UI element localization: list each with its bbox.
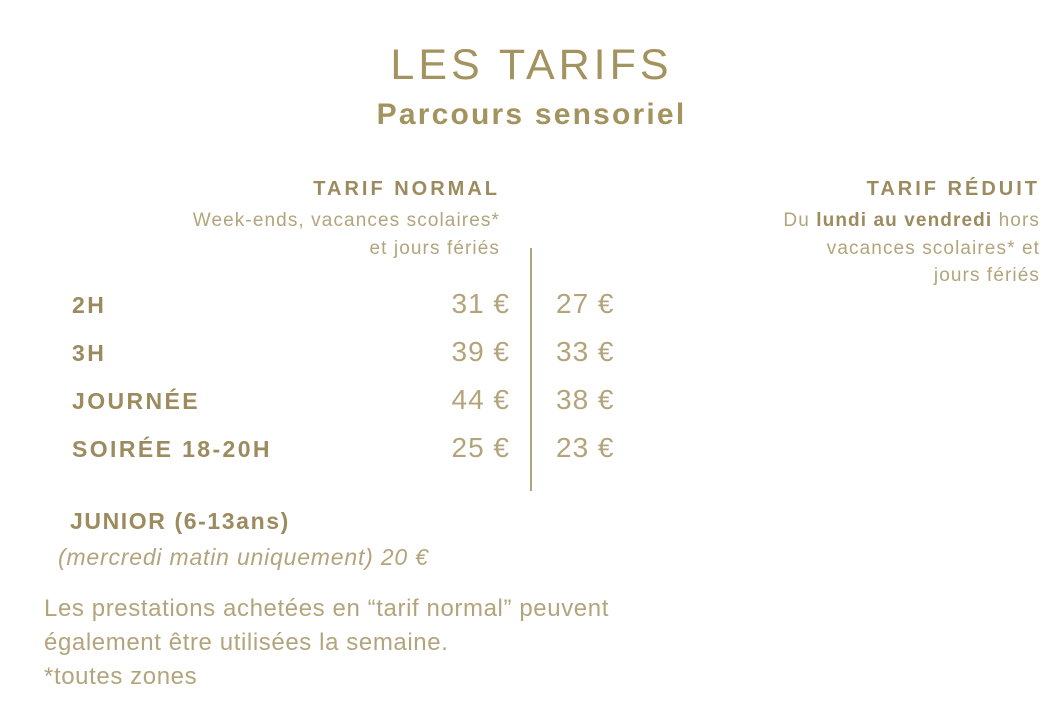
row-label: SOIRÉE 18-20H — [72, 436, 272, 462]
row-label: JOURNÉE — [72, 388, 200, 414]
column-desc-reduit-bold: lundi au vendredi — [816, 210, 993, 232]
column-heading-reduit — [548, 178, 1048, 290]
footnote-line-2: également être utilisées la semaine. — [44, 629, 449, 657]
row-price-reduit: 33 € — [556, 336, 615, 367]
header — [0, 0, 1063, 133]
row-price-normal: 25 € — [451, 432, 510, 463]
column-desc-normal — [0, 207, 500, 262]
footnote-line-1: Les prestations achetées en “tarif normal” peuvent — [44, 595, 609, 622]
table-row — [0, 432, 1063, 484]
row-price-reduit: 27 € — [556, 288, 615, 319]
table-row — [0, 336, 1063, 388]
row-price-reduit: 38 € — [556, 384, 615, 415]
row-price-normal: 39 € — [451, 336, 510, 367]
column-desc-reduit-line3: jours fériés — [933, 265, 1040, 287]
column-desc-normal-line2: et jours fériés — [369, 237, 500, 259]
table-row — [0, 384, 1063, 436]
page-subtitle: Parcours sensoriel — [376, 98, 687, 132]
column-title-reduit: TARIF RÉDUIT — [866, 178, 1040, 201]
junior-title: JUNIOR (6-13ans) — [70, 508, 290, 534]
junior-note: (mercredi matin uniquement) 20 € — [58, 544, 429, 570]
column-desc-normal-line1: Week-ends, vacances scolaires* — [192, 210, 500, 232]
row-price-normal: 44 € — [451, 384, 510, 415]
footnote-line-3: *toutes zones — [44, 663, 198, 691]
column-desc-reduit — [548, 207, 1040, 290]
column-desc-reduit-suffix: hors — [992, 210, 1040, 232]
footnotes — [44, 592, 1034, 694]
table-row — [0, 288, 1063, 340]
column-heading-normal — [0, 178, 512, 262]
row-label: 2H — [72, 292, 107, 318]
column-desc-reduit-prefix: Du — [783, 210, 817, 232]
price-table — [0, 288, 1063, 484]
row-price-normal: 31 € — [451, 288, 510, 319]
column-title-normal: TARIF NORMAL — [313, 178, 500, 201]
row-label: 3H — [72, 340, 107, 366]
page-title: LES TARIFS — [390, 41, 673, 89]
row-price-reduit: 23 € — [556, 432, 615, 463]
column-desc-reduit-line2: vacances scolaires* et — [826, 237, 1040, 259]
